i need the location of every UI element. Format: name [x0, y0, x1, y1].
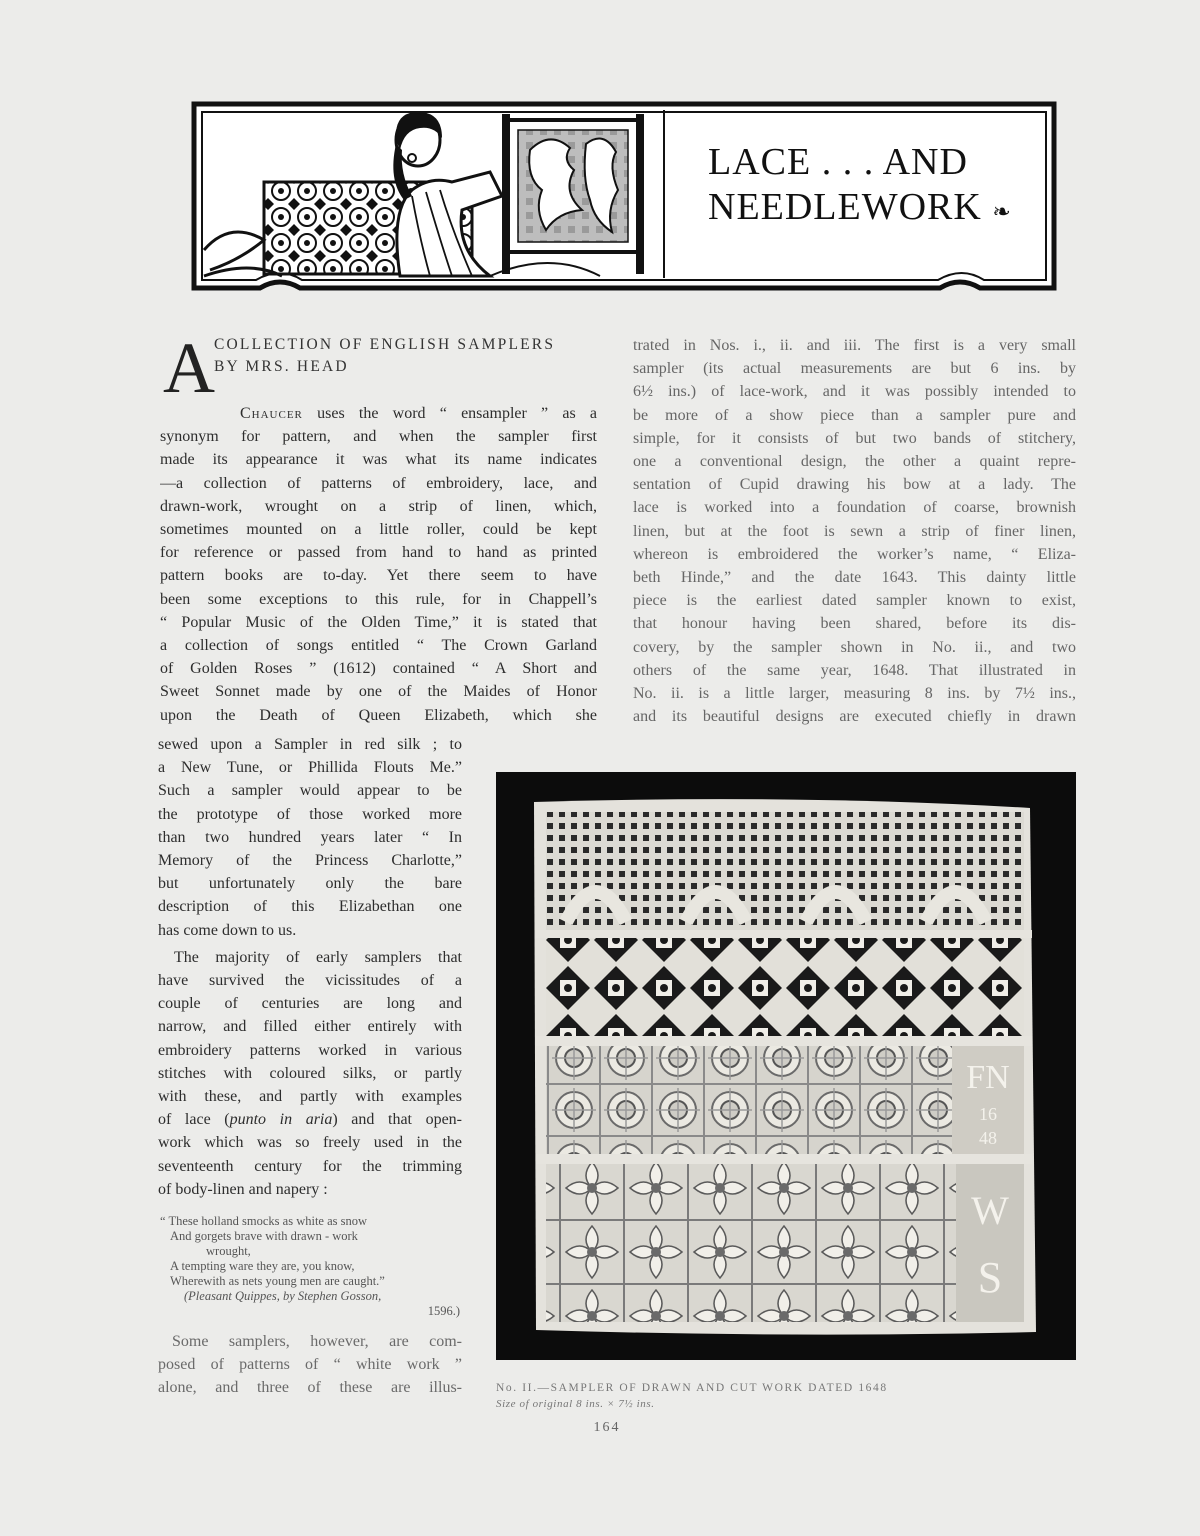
text-line: piece is the earliest dated sampler known to exist,: [633, 592, 1076, 610]
text-line: narrow, and filled either entirely with: [158, 1018, 462, 1036]
text-line: covery, by the sampler shown in No. ii., and two: [633, 638, 1076, 656]
verse-citation: (Pleasant Quippes, by Stephen Gosson,: [184, 1289, 382, 1303]
sampler-photograph: [496, 772, 1076, 1360]
text-line: others of the same year, 1648. That illustrated in: [633, 661, 1076, 679]
article-column-right: [633, 334, 1076, 728]
text-line: lace is worked into a foundation of coarse, brownish: [633, 499, 1076, 517]
leaf-ornament-icon: ❧: [992, 199, 1012, 224]
text-line: seventeenth century for the trimming: [158, 1157, 462, 1175]
svg-text:W: W: [971, 1188, 1009, 1233]
text-line: be more of a show piece than a sampler pure and: [633, 406, 1076, 424]
text-line: sentation of Cupid drawing his bow at a lady. The: [633, 476, 1076, 494]
text-line: —a collection of patterns of embroidery, lace, and: [160, 474, 597, 492]
text-line: have survived the vicissitudes of a: [158, 972, 462, 990]
text-line: a New Tune, or Phillida Flouts Me.”: [158, 759, 462, 777]
text-line: work which was so freely used in the: [158, 1134, 462, 1152]
text-line: been some exceptions to this rule, for in Chappell’s: [160, 590, 597, 608]
text-line: synonym for pattern, and when the sampler first: [160, 428, 597, 446]
text-line: upon the Death of Queen Elizabeth, which she: [160, 706, 597, 724]
lead-word: Chaucer: [240, 405, 303, 422]
verse-line: Wherewith as nets young men are caught.”: [170, 1274, 385, 1288]
text-line: the prototype of those worked more: [158, 805, 462, 823]
text-line-with-italic: [158, 1108, 462, 1131]
text-line: stitches with coloured silks, or partly: [158, 1064, 462, 1082]
article-column-left-upper: [160, 402, 597, 727]
text-line: Memory of the Princess Charlotte,”: [158, 852, 462, 870]
svg-text:48: 48: [979, 1128, 997, 1148]
text-line: 6½ ins.) of lace-work, and it was possibly intended to: [633, 383, 1076, 401]
text-line: that honour having been shared, before its dis-: [633, 615, 1076, 633]
text-line: made its appearance it was what its name indicates: [160, 451, 597, 469]
text-line: has come down to us.: [158, 921, 297, 939]
text-line: Sweet Sonnet made by one of the Maides of Honor: [160, 683, 597, 701]
italic-term: punto in aria: [229, 1111, 333, 1129]
article-column-left-lower: [158, 733, 462, 1201]
text-line: a collection of songs entitled “ The Crown Garland: [160, 637, 597, 655]
svg-text:S: S: [977, 1253, 1003, 1302]
svg-text:16: 16: [979, 1104, 997, 1124]
text-fragment: of lace (: [158, 1111, 230, 1129]
drop-cap: A: [163, 328, 215, 408]
verse-line: “ These holland smocks as white as snow: [160, 1214, 368, 1228]
text-line: alone, and three of these are illus-: [158, 1379, 462, 1397]
text-line: but unfortunately only the bare: [158, 875, 462, 893]
caption-title: No. II.—SAMPLER OF DRAWN AND CUT WORK DATED 1648: [496, 1382, 888, 1394]
text-line: drawn-work, wrought on a strip of linen, which,: [160, 497, 597, 515]
text-line: No. ii. is a little larger, measuring 8 ins. by 7½ ins.,: [633, 685, 1076, 703]
verse-line: And gorgets brave with drawn - work: [170, 1229, 358, 1243]
article-headline: [214, 334, 604, 378]
text-line: one a conventional design, the other a quaint repre-: [633, 453, 1076, 471]
article-column-left-bottom: [158, 1330, 462, 1400]
text-line: with these, and partly with examples: [158, 1088, 462, 1106]
section-title: [708, 140, 1038, 234]
text-line: “ Popular Music of the Olden Time,” it is stated that: [160, 613, 597, 631]
text-line: sewed upon a Sampler in red silk ; to: [158, 736, 462, 753]
text-line: whereon is embroidered the worker’s name, “ Eliza-: [633, 545, 1076, 563]
text-line: couple of centuries are long and: [158, 995, 462, 1013]
text-line: and its beautiful designs are executed chiefly in drawn: [633, 708, 1076, 726]
text-line: simple, for it consists of but two bands of stitchery,: [633, 429, 1076, 447]
verse-line: A tempting ware they are, you know,: [170, 1259, 355, 1273]
section-title-word: NEEDLEWORK: [708, 186, 982, 228]
text-line: for reference or passed from hand to hand as printed: [160, 544, 597, 562]
headline-line2: BY MRS. HEAD: [214, 358, 349, 375]
section-title-line1: LACE . . . AND: [708, 141, 968, 183]
verse-line: wrought,: [206, 1244, 251, 1258]
text-line: beth Hinde,” and the date 1643. This dainty little: [633, 569, 1076, 587]
text-line: linen, but at the foot is sewn a strip of finer linen,: [633, 522, 1076, 540]
text-line: trated in Nos. i., ii. and iii. The first is a very small: [633, 337, 1076, 354]
headline-line1: COLLECTION OF ENGLISH SAMPLERS: [214, 336, 556, 353]
caption-subtitle: Size of original 8 ins. × 7½ ins.: [496, 1398, 655, 1410]
lead-line-text: uses the word “ ensampler ” as a: [302, 405, 597, 422]
text-fragment: ) and that open-: [332, 1111, 462, 1129]
text-line: pattern books are to-day. Yet there seem to have: [160, 567, 597, 585]
figure-caption: [496, 1380, 1076, 1412]
svg-text:FN: FN: [966, 1059, 1010, 1096]
text-line: of body-linen and napery :: [158, 1180, 328, 1198]
text-line: Some samplers, however, are com-: [172, 1333, 462, 1350]
text-line: than two hundred years later “ In: [158, 828, 462, 846]
text-line: posed of patterns of “ white work ”: [158, 1356, 462, 1374]
text-line: sampler (its actual measurements are but 6 ins. by: [633, 360, 1076, 378]
text-line: description of this Elizabethan one: [158, 898, 462, 916]
text-line: Such a sampler would appear to be: [158, 782, 462, 800]
text-line: The majority of early samplers that: [174, 948, 462, 966]
text-line: embroidery patterns worked in various: [158, 1041, 462, 1059]
section-title-line2: [708, 185, 1038, 234]
verse-citation-year: 1596.): [427, 1304, 460, 1318]
verse-quotation: [160, 1214, 460, 1319]
text-line: sometimes mounted on a little roller, could be kept: [160, 521, 597, 539]
text-line: of Golden Roses ” (1612) contained “ A Short and: [160, 660, 597, 678]
paragraph-first-line: [160, 402, 597, 425]
page-number: 164: [593, 1420, 621, 1435]
